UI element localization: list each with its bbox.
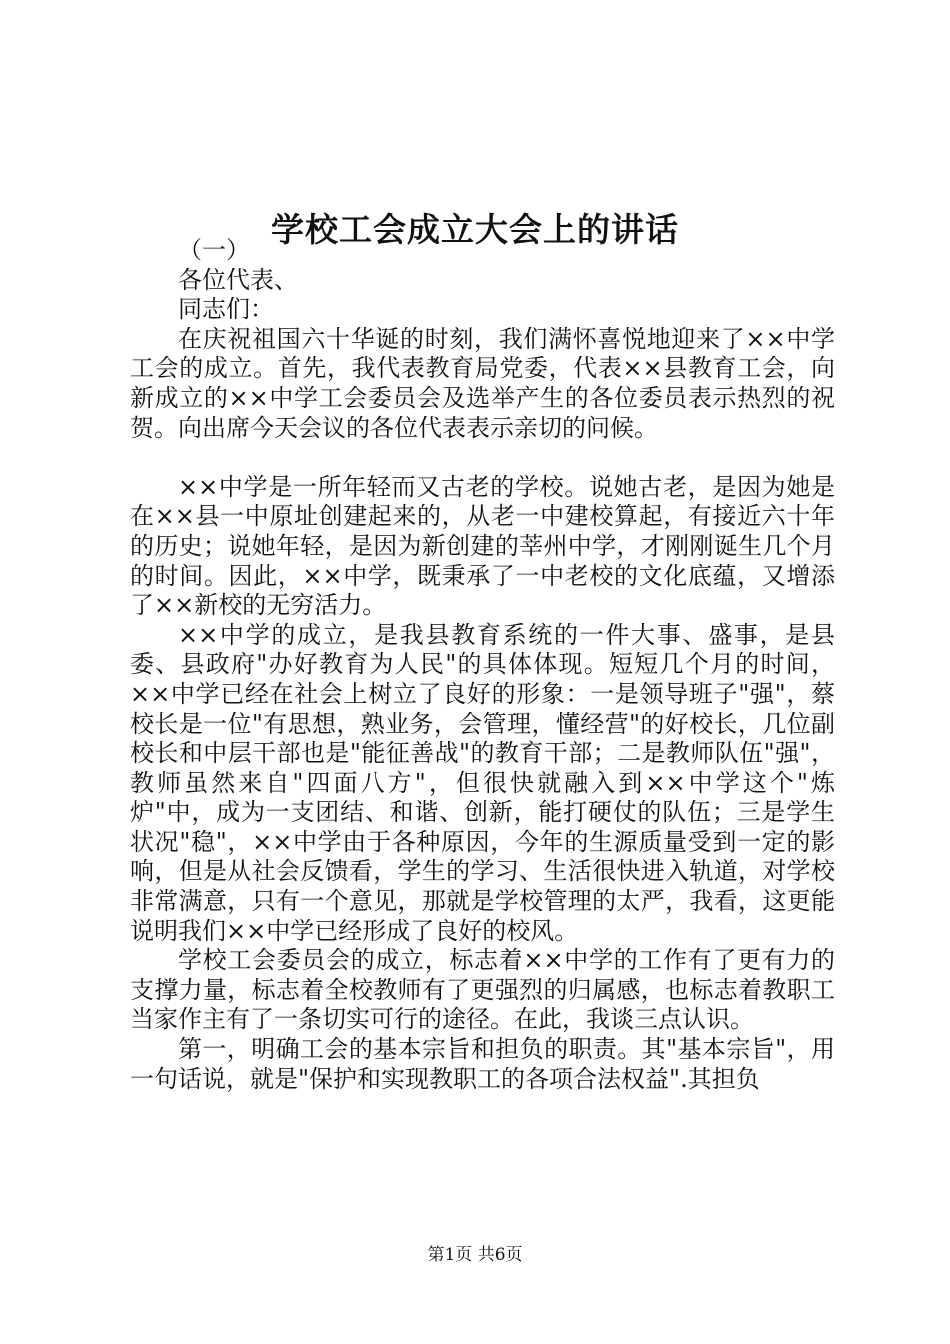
body-paragraph: ××中学是一所年轻而又古老的学校。说她古老，是因为她是在××县一中原址创建起来的，从老一中建校算起，有接近六十年的历史；说她年轻，是因为新创建的莘州中学，才刚刚诞生几个月的时间。因此，××中学，既秉承了一中老校的文化底蕴，又增添了××新校的无穷活力。	[130, 472, 835, 620]
body-paragraph: 第一，明确工会的基本宗旨和担负的职责。其"基本宗旨"，用一句话说，就是"保护和实现教职工的各项合法权益".其担负	[130, 1035, 835, 1093]
body-paragraph: ××中学的成立，是我县教育系统的一件大事、盛事，是县委、县政府"办好教育为人民"的具体体现。短短几个月的时间，××中学已经在社会上树立了良好的形象：一是领导班子"强"，蔡校长是一位"有思想，熟业务，会管理，懂经营"的好校长，几位副校长和中层干部也是"能征善战"的教育干部；二是教师队伍"强"，教师虽然来自"四面八方"，但很快就融入到××中学这个"炼炉"中，成为一支团结、和谐、创新，能打硬仗的队伍；三是学生状况"稳"，××中学由于各种原因，今年的生源质量受到一定的影响，但是从社会反馈看，学生的学习、生活很快进入轨道，对学校非常满意，只有一个意见，那就是学校管理的太严，我看，这更能说明我们××中学已经形成了良好的校风。	[130, 620, 835, 945]
document-title: 学校工会成立大会上的讲话	[271, 210, 679, 250]
section-number: （一）	[178, 236, 250, 264]
body-paragraph: 学校工会委员会的成立，标志着××中学的工作有了更有力的支撑力量，标志着全校教师有了更强烈的归属感，也标志着教职工当家作主有了一条切实可行的途径。在此，我谈三点认识。	[130, 946, 835, 1034]
document-body	[130, 236, 835, 1094]
page-number-footer: 第1页 共6页	[427, 1245, 523, 1265]
salutation-line-1: 各位代表、	[178, 265, 298, 294]
salutation-line-2: 同志们：	[178, 295, 274, 324]
body-paragraph: 在庆祝祖国六十华诞的时刻，我们满怀喜悦地迎来了××中学工会的成立。首先，我代表教育局党委，代表××县教育工会，向新成立的××中学工会委员会及选举产生的各位委员表示热烈的祝贺。向出席今天会议的各位代表表示亲切的问候。	[130, 324, 835, 442]
